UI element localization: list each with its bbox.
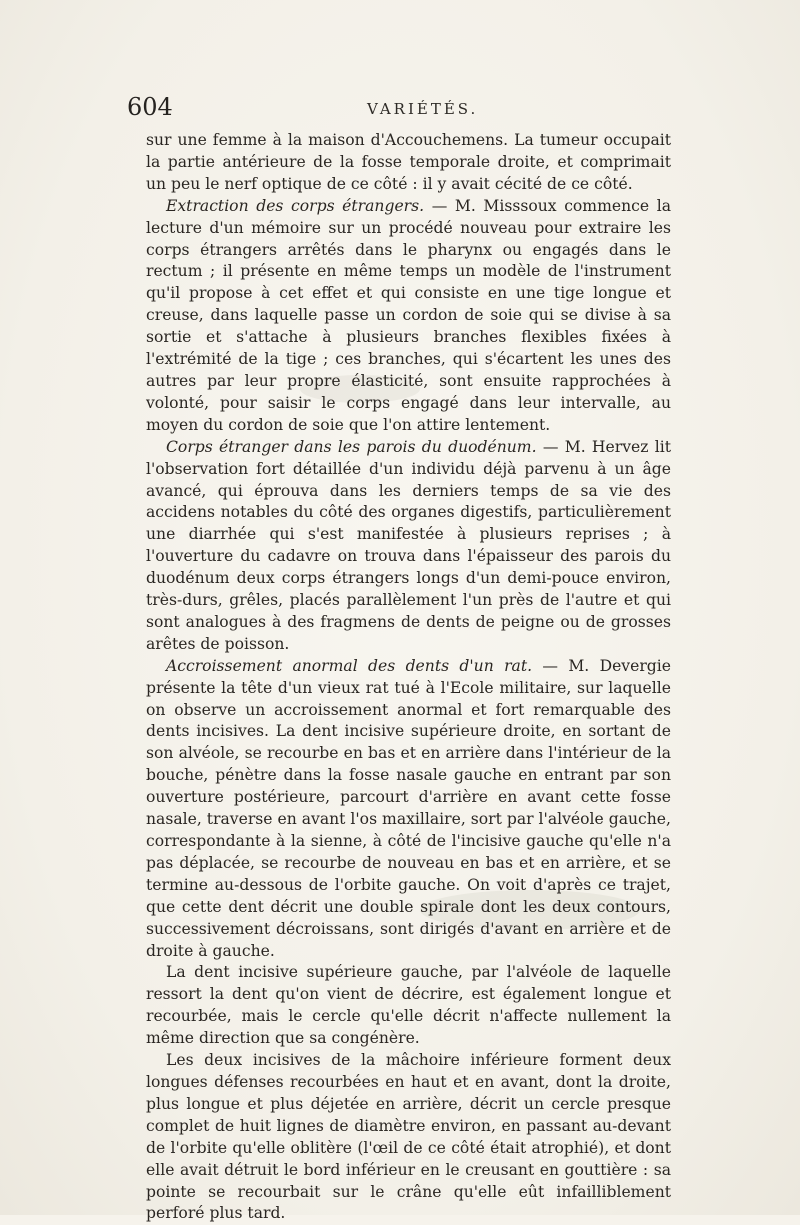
- paragraph: [146, 437, 671, 656]
- page-header: [127, 93, 687, 125]
- section-title: Accroissement anormal des dents d'un rat.: [166, 656, 533, 675]
- paragraph: [146, 196, 671, 437]
- page-number: 604: [127, 93, 173, 121]
- section-title: Extraction des corps étrangers.: [166, 196, 425, 215]
- paragraph: [146, 962, 671, 1050]
- paragraph-body: La dent incisive supérieure gauche, par l'alvéole de laquelle ressort la dent qu'on vient de décrire, est également longue et recourbée, mais le cercle qu'elle décrit n'affecte nullement la même direction que sa congénère.: [146, 963, 671, 1048]
- paragraph: [146, 656, 671, 963]
- body-text: [146, 130, 671, 1225]
- paragraph-body: — M. Hervez lit l'observation fort détaillée d'un individu déjà parvenu à un âge avancé, qui éprouva dans les derniers temps de sa vie des accidens notables du côté des organes digestifs, particulièrement une diarrhée qui s'est manifestée à plusieurs reprises ; à l'ouverture du cadavre on trouva dans l'épaisseur des parois du duodénum deux corps étrangers longs d'un demi-pouce environ, très-durs, grêles, placés parallèlement l'un près de l'autre et qui sont analogues à des fragmens de dents de peigne ou de grosses arêtes de poisson.: [146, 437, 671, 653]
- paragraph: [146, 1050, 671, 1225]
- running-head: VARIÉTÉS.: [367, 100, 479, 118]
- paragraph-body: — M. Misssoux commence la lecture d'un mémoire sur un procédé nouveau pour extraire les corps étrangers arrêtés dans le pharynx ou engagés dans le rectum ; il présente en même temps un modèle de l'instrument qu'il propose à cet effet et qui consiste en une tige longue et creuse, dans laquelle passe un cordon de soie qui se divise à sa sortie et s'attache à plusieurs branches flexibles fixées à l'extrémité de la tige ; ces branches, qui s'écartent les unes des autres par leur propre élasticité, sont ensuite rapprochées à volonté, pour saisir le corps engagé dans leur intervalle, au moyen du cordon de soie que l'on attire lentement.: [146, 196, 671, 434]
- section-title: Corps étranger dans les parois du duodénum.: [166, 437, 537, 456]
- paragraph-body: sur une femme à la maison d'Accouchemens. La tumeur occupait la partie antérieure de la fosse temporale droite, et comprimait un peu le nerf optique de ce côté : il y avait cécité de ce côté.: [146, 131, 671, 193]
- paragraph: [146, 130, 671, 196]
- paragraph-body: Les deux incisives de la mâchoire inférieure forment deux longues défenses recourbées en haut et en avant, dont la droite, plus longue et plus déjetée en arrière, décrit un cercle presque complet de huit lignes de diamètre environ, en passant au-devant de l'orbite qu'elle oblitère (l'œil de ce côté était atrophié), et dont elle avait détruit le bord inférieur en le creusant en gouttière : sa pointe se recourbait sur le crâne qu'elle eût infailliblement perforé plus tard.: [146, 1051, 671, 1223]
- paragraph-body: — M. Devergie présente la tête d'un vieux rat tué à l'Ecole militaire, sur laquelle on observe un accroissement anormal et fort remarquable des dents incisives. La dent incisive supérieure droite, en sortant de son alvéole, se recourbe en bas et en arrière dans l'intérieur de la bouche, pénètre dans la fosse nasale gauche en entrant par son ouverture postérieure, parcourt d'arrière en avant cette fosse nasale, traverse en avant l'os maxillaire, sort par l'alvéole gauche, correspondante à la sienne, à côté de l'incisive gauche qu'elle n'a pas déplacée, se recourbe de nouveau en bas et en arrière, et se termine au-dessous de l'orbite gauche. On voit d'après ce trajet, que cette dent décrit une double spirale dont les deux contours, successivement décroissans, sont dirigés d'avant en arrière et de droite à gauche.: [146, 656, 671, 960]
